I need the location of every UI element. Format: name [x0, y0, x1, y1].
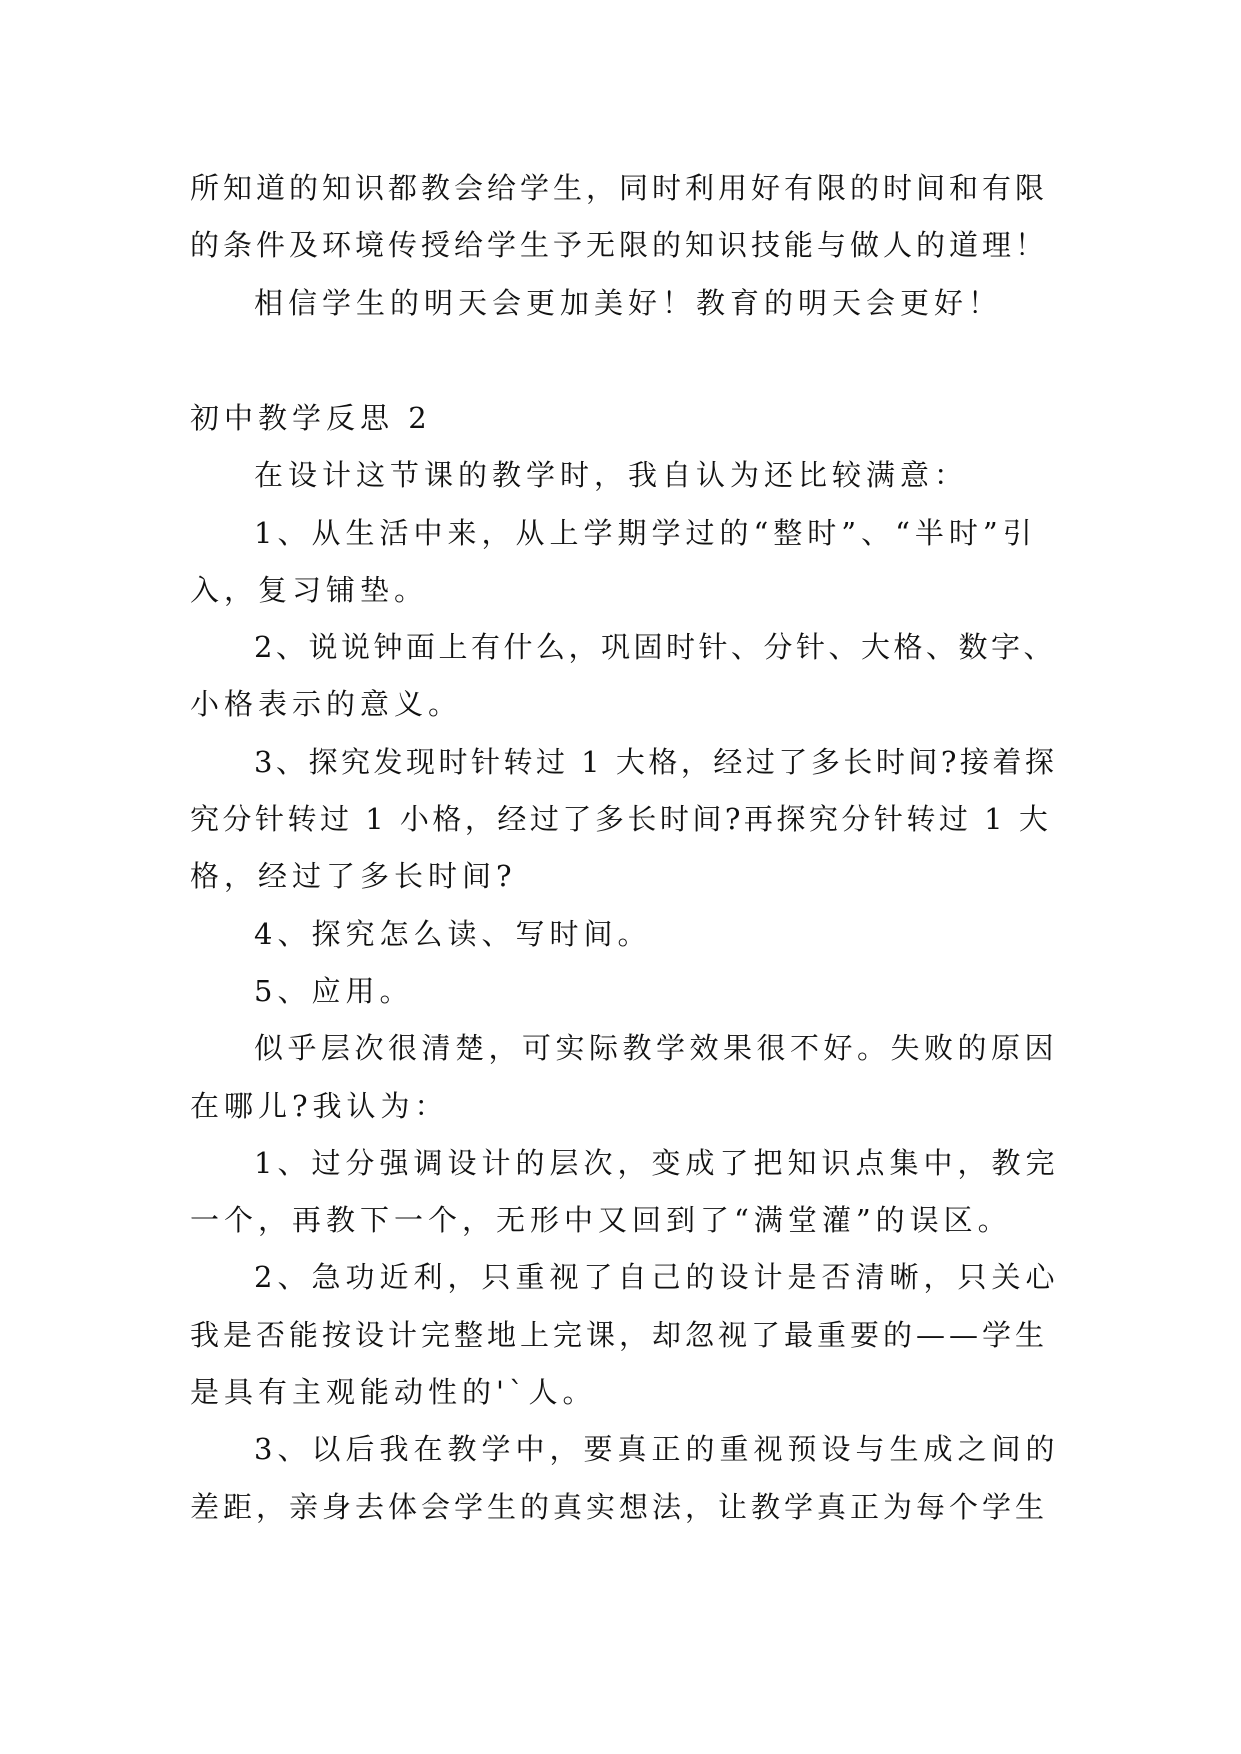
- text-line: 在哪儿?我认为：: [190, 1089, 449, 1123]
- text-line: 4、探究怎么读、写时间。: [254, 917, 652, 951]
- section-heading: 初中教学反思 2: [190, 401, 432, 435]
- text-line: 似乎层次很清楚，可实际教学效果很不好。失败的原因: [254, 1031, 1059, 1065]
- text-line: 3、以后我在教学中，要真正的重视预设与生成之间的: [254, 1432, 1060, 1466]
- text-line: 的条件及环境传授给学生予无限的知识技能与做人的道理！: [190, 228, 1049, 262]
- text-line: 格，经过了多长时间?: [190, 859, 517, 893]
- text-line: 一个，再教下一个，无形中又回到了“满堂灌”的误区。: [190, 1203, 1012, 1237]
- text-line: 相信学生的明天会更加美好！教育的明天会更好！: [254, 286, 1003, 320]
- text-line: 差距，亲身去体会学生的真实想法，让教学真正为每个学生: [190, 1490, 1049, 1524]
- text-line: 究分针转过 1 小格，经过了多长时间?再探究分针转过 1 大: [190, 802, 1052, 836]
- text-line: 5、应用。: [254, 974, 414, 1008]
- text-line: 小格表示的意义。: [190, 687, 463, 721]
- text-line: 2、急功近利，只重视了自己的设计是否清晰，只关心: [254, 1260, 1060, 1294]
- text-line: 3、探究发现时针转过 1 大格，经过了多长时间?接着探: [254, 745, 1058, 779]
- text-line: 2、说说钟面上有什么，巩固时针、分针、大格、数字、: [254, 630, 1056, 664]
- text-line: 在设计这节课的教学时，我自认为还比较满意：: [254, 458, 969, 492]
- text-line: 1、从生活中来，从上学期学过的“整时”、“半时”引: [254, 516, 1037, 550]
- text-line: 1、过分强调设计的层次，变成了把知识点集中，教完: [254, 1146, 1060, 1180]
- text-line: 我是否能按设计完整地上完课，却忽视了最重要的——学生: [190, 1318, 1049, 1352]
- text-line: 是具有主观能动性的'`人。: [190, 1375, 597, 1409]
- text-line: 入，复习铺垫。: [190, 573, 429, 607]
- text-line: 所知道的知识都教会给学生，同时利用好有限的时间和有限: [190, 171, 1049, 205]
